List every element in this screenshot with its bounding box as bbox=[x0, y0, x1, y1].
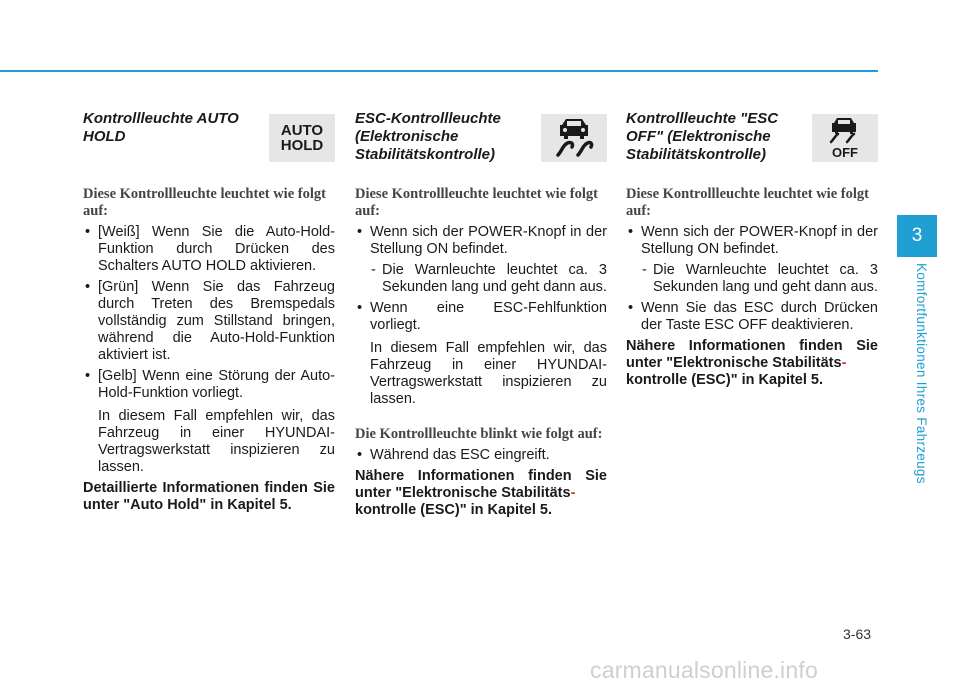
section-header bbox=[83, 110, 335, 172]
reference-text: Detaillierte Informationen finden Sie unter "Auto Hold" in Kapitel 5. bbox=[83, 480, 335, 513]
esc-off-icon bbox=[812, 114, 878, 162]
auto-hold-icon bbox=[269, 114, 335, 162]
section-lead: Diese Kontrollleuchte leuchtet wie folgt auf: bbox=[355, 186, 598, 219]
section-title: Kontrollleuchte "ESC OFF" (Elektronische Stabilitätskontrolle) bbox=[626, 110, 779, 163]
sub-item: - Die Warnleuchte leuchtet ca. 3 Sekunden lang und geht dann aus. bbox=[355, 262, 607, 296]
section-lead: Diese Kontrollleuchte leuchtet wie folgt auf: bbox=[83, 186, 326, 219]
bullet-item: • Wenn sich der POWER-Knopf in der Stellung ON befindet. bbox=[626, 224, 878, 258]
watermark: carmanualsonline.info bbox=[590, 657, 818, 683]
bullet-item: • Wenn Sie das ESC durch Drücken der Taste ESC OFF deaktivieren. bbox=[626, 300, 878, 334]
sub-item: - Die Warnleuchte leuchtet ca. 3 Sekunden lang und geht dann aus. bbox=[626, 262, 878, 296]
esc-off-section bbox=[626, 110, 878, 389]
bullet-item: • [Grün] Wenn Sie das Fahrzeug durch Treten des Bremspedals vollständig zum Stillstand bringen, während die Auto-Hold-Funktion aktiviert ist. bbox=[83, 279, 335, 364]
reference-text: Nähere Informationen finden Sie unter "Elektronische Stabilitäts- kontrolle (ESC)" in Kapitel 5. bbox=[355, 468, 607, 518]
section-title: Kontrollleuchte AUTO HOLD bbox=[83, 110, 239, 145]
header-rule bbox=[0, 70, 878, 72]
service-note: In diesem Fall empfehlen wir, das Fahrzeug in einer HYUNDAI-Vertragswerkstatt inspizieren zu lassen. bbox=[370, 340, 607, 407]
chapter-title: Komfortfunktionen Ihres Fahrzeugs bbox=[914, 263, 929, 484]
chapter-number: 3 bbox=[911, 225, 923, 246]
section-lead-blink: Die Kontrollleuchte blinkt wie folgt auf: bbox=[355, 426, 603, 442]
section-title: ESC-Kontrollleuchte (Elektronische Stabilitätskontrolle) bbox=[355, 110, 501, 163]
chapter-tab bbox=[897, 215, 937, 257]
bullet-item: • Während das ESC eingreift. bbox=[355, 447, 607, 464]
esc-off-icon-text: OFF bbox=[832, 145, 858, 159]
bullet-item: • [Gelb] Wenn eine Störung der Auto-Hold-Funktion vorliegt. bbox=[83, 368, 335, 402]
page-number: 3-63 bbox=[843, 626, 872, 642]
section-header bbox=[626, 110, 878, 172]
section-lead: Diese Kontrollleuchte leuchtet wie folgt auf: bbox=[626, 186, 869, 219]
reference-text: Nähere Informationen finden Sie unter "Elektronische Stabilitäts- kontrolle (ESC)" in Kapitel 5. bbox=[626, 338, 878, 388]
esc-section bbox=[355, 110, 607, 519]
esc-skid-icon bbox=[541, 114, 607, 162]
auto-hold-section bbox=[83, 110, 335, 514]
auto-hold-icon-text-top: AUTO bbox=[280, 122, 324, 139]
service-note: In diesem Fall empfehlen wir, das Fahrzeug in einer HYUNDAI-Vertragswerkstatt inspizieren zu lassen. bbox=[98, 408, 335, 475]
bullet-item: • [Weiß] Wenn Sie die Auto-Hold-Funktion durch Drücken des Schalters AUTO HOLD aktivieren. bbox=[83, 224, 335, 275]
bullet-item: • Wenn sich der POWER-Knopf in der Stellung ON befindet. bbox=[355, 224, 607, 258]
bullet-item: • Wenn eine ESC-Fehlfunktion vorliegt. bbox=[355, 300, 607, 334]
section-header bbox=[355, 110, 607, 172]
auto-hold-icon-text-bottom: HOLD bbox=[280, 137, 324, 154]
